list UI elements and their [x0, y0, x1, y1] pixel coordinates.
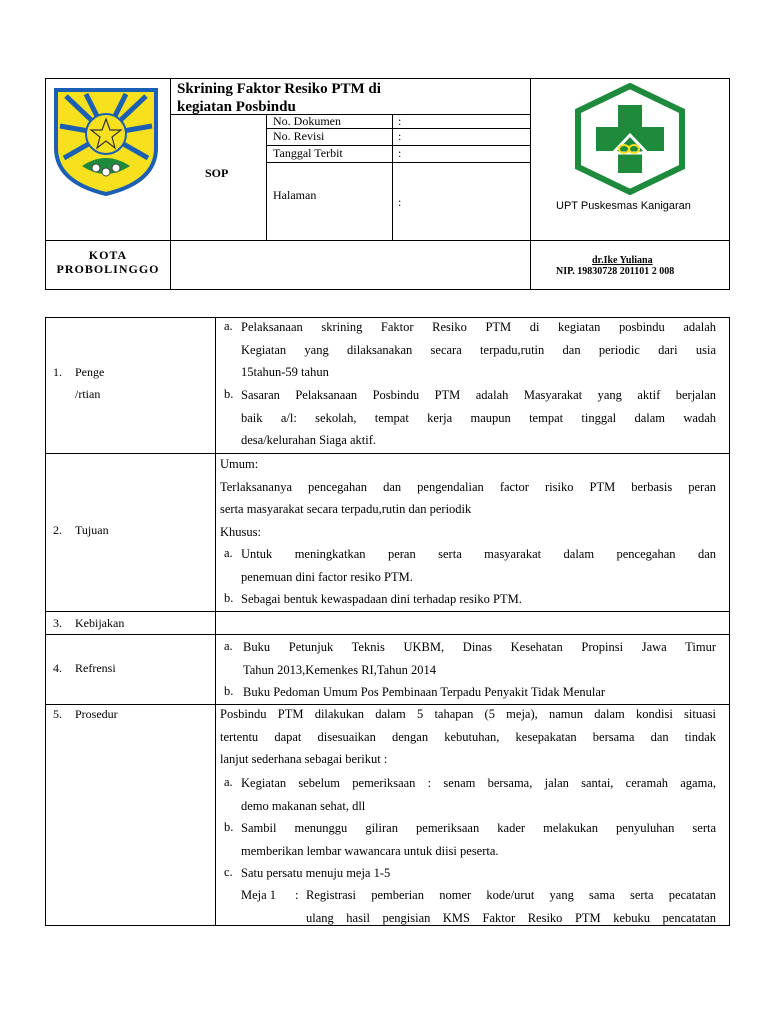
row-title: Prosedur [75, 707, 118, 721]
text-line: Satu persatu menuju meja 1-5 [241, 866, 391, 880]
text-line: Kegiatan yang dilaksanakan secara terpadu,rutin dan periodic dari usia [241, 342, 716, 357]
row-number: 5. [53, 707, 62, 721]
city-name [48, 248, 168, 276]
list-marker: b. [224, 684, 234, 698]
list-marker: b. [224, 387, 234, 401]
meja-description [306, 884, 716, 929]
meja-label: Meja 1 [241, 888, 277, 902]
row-number: 1. [53, 365, 62, 379]
row-title-line: /rtian [75, 387, 101, 401]
text-line: Pelaksanaan skrining Faktor Resiko PTM di kegiatan posbindu adalah [241, 320, 716, 334]
title-line: Skrining Faktor Resiko PTM di [177, 81, 381, 97]
text-line: Untuk meningkatkan peran serta masyarakat dalam pencegahan dan [241, 547, 716, 561]
text-line: demo makanan sehat, dll [241, 798, 366, 813]
signer-nip: NIP. 19830728 201101 2 008 [556, 266, 675, 277]
row-title [75, 361, 104, 405]
table-row-divider [45, 611, 730, 612]
city-emblem-logo [52, 86, 160, 196]
row-number: 3. [53, 616, 62, 630]
puskesmas-logo [573, 83, 687, 195]
text-line: baik a/l: sekolah, tempat kerja maupun tempat tinggal dalam wadah [241, 410, 716, 425]
text-line: Registrasi pemberian nomer kode/urut yang sama serta pecatatan [306, 888, 716, 902]
field-label-halaman: Halaman [273, 188, 317, 202]
field-value-no-dokumen: : [398, 114, 402, 128]
text-line: Buku Pedoman Umum Pos Pembinaan Terpadu Penyakit Tidak Menular [243, 685, 606, 699]
text-line: 15tahun-59 tahun [241, 365, 329, 379]
field-label-no-revisi: No. Revisi [273, 129, 325, 143]
tujuan-content [220, 453, 716, 543]
table-row-divider [45, 634, 730, 635]
list-marker: b. [224, 820, 234, 834]
text-line: Sasaran Pelaksanaan Posbindu PTM adalah Masyarakat yang aktif berjalan [241, 388, 716, 402]
list-item [241, 817, 716, 862]
text-line: memberikan lembar wawancara untuk diisi peserta. [241, 843, 499, 858]
meja-colon: : [295, 888, 299, 902]
field-value-no-revisi: : [398, 129, 402, 143]
header-divider [392, 114, 393, 240]
text-line: Posbindu PTM dilakukan dalam 5 tahapan (5 meja), namun dalam kondisi situasi [220, 707, 716, 721]
city-line: PROBOLINGGO [56, 262, 160, 276]
field-value-halaman: : [398, 195, 402, 209]
subheading: Khusus: [220, 524, 261, 539]
list-marker: a. [224, 775, 233, 789]
header-divider [266, 114, 267, 240]
sop-label: SOP [205, 166, 229, 180]
prosedur-intro [220, 703, 716, 771]
field-label-tanggal-terbit: Tanggal Terbit [273, 146, 343, 160]
row-number: 4. [53, 661, 62, 675]
list-marker: a. [224, 319, 233, 333]
field-label-no-dokumen: No. Dokumen [273, 114, 341, 128]
header-divider [266, 162, 530, 163]
organization-name: UPT Puskesmas Kanigaran [556, 200, 691, 212]
text-line: tertentu dapat disesuaikan dengan kebutuhan, kesepakatan bersama dan tindak [220, 729, 716, 744]
text-line: desa/kelurahan Siaga aktif. [241, 433, 377, 447]
list-item [241, 543, 716, 588]
row-title: Kebijakan [75, 616, 125, 630]
text-line: penemuan dini factor resiko PTM. [241, 569, 413, 584]
text-line: ulang hasil pengisian KMS Faktor Resiko PTM kebuku pencatatan [306, 910, 716, 925]
document-title [177, 80, 517, 116]
row-number: 2. [53, 523, 62, 537]
header-divider [45, 240, 730, 241]
header-divider [530, 78, 531, 290]
table-column-divider [215, 317, 216, 926]
row-title: Tujuan [75, 523, 109, 537]
text-line: lanjut sederhana sebagai berikut : [220, 752, 388, 766]
header-divider [170, 78, 171, 290]
subheading: Umum: [220, 457, 259, 471]
title-line: kegiatan Posbindu [177, 99, 296, 115]
row-title-line: Penge [75, 365, 105, 379]
list-item [241, 384, 716, 452]
text-line: Terlaksananya pencegahan dan pengendalian factor risiko PTM berbasis peran [220, 479, 716, 494]
list-item [241, 316, 716, 384]
list-marker: b. [224, 591, 234, 605]
list-item [243, 636, 716, 681]
list-item [241, 588, 716, 611]
field-value-tanggal-terbit: : [398, 146, 402, 160]
list-item [241, 862, 716, 885]
text-line: Sebagai bentuk kewaspadaan dini terhadap resiko PTM. [241, 592, 522, 606]
list-marker: a. [224, 639, 233, 653]
text-line: Sambil menunggu giliran pemeriksaan kader melakukan penyuluhan serta [241, 821, 716, 835]
row-title: Refrensi [75, 661, 116, 675]
text-line: Kegiatan sebelum pemeriksaan : senam bersama, jalan santai, ceramah agama, [241, 776, 716, 790]
list-item [243, 681, 716, 704]
list-item [241, 772, 716, 817]
text-line: serta masyarakat secara terpadu,rutin dan periodik [220, 502, 472, 516]
signer-name: dr.Ike Yuliana [592, 255, 653, 266]
text-line: Buku Petunjuk Teknis UKBM, Dinas Kesehatan Propinsi Jawa Timur [243, 640, 716, 654]
list-marker: a. [224, 546, 233, 560]
list-marker: c. [224, 865, 233, 879]
text-line: Tahun 2013,Kemenkes RI,Tahun 2014 [243, 662, 437, 677]
city-line: KOTA [88, 248, 128, 262]
